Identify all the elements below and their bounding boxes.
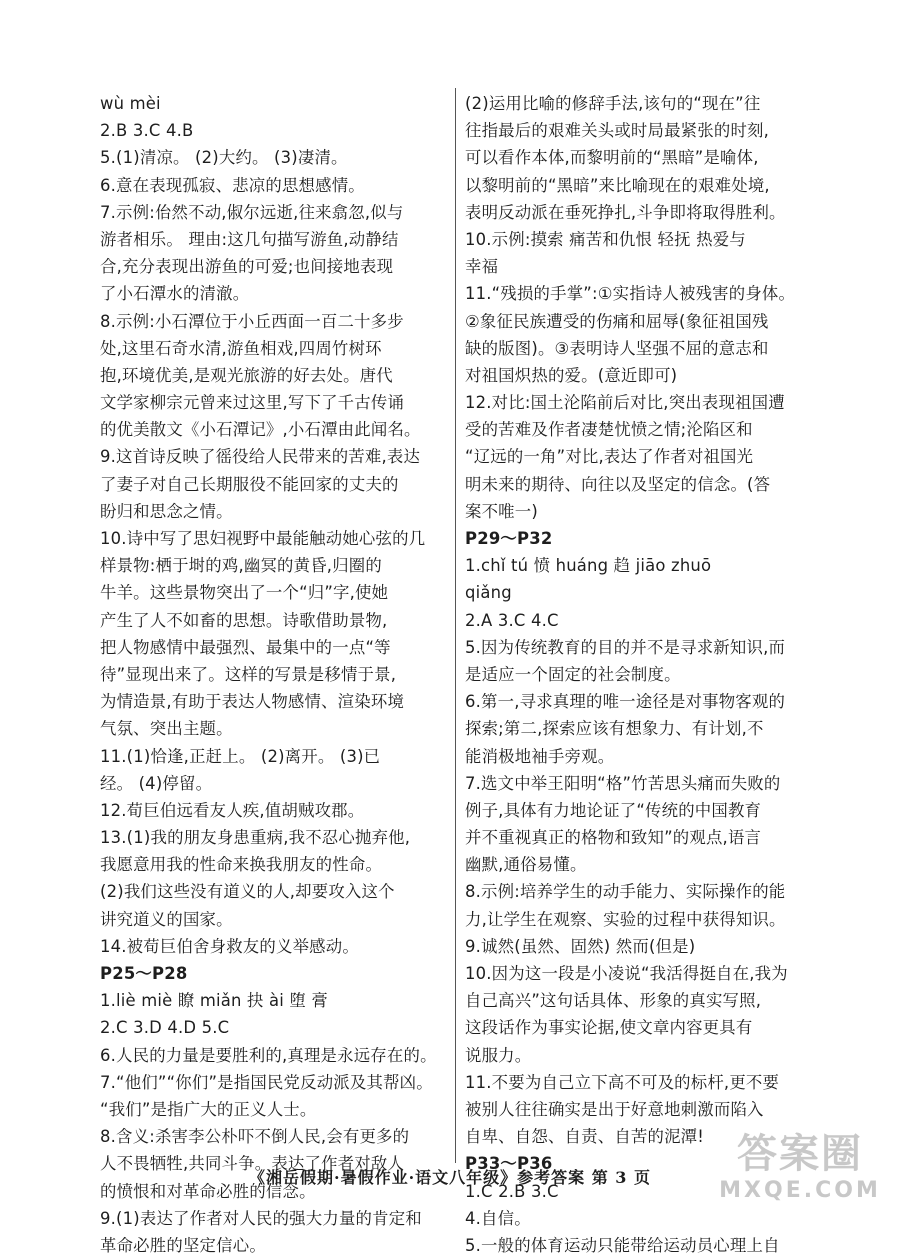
answer-line: 幸福 xyxy=(465,257,499,277)
answer-line: 案不唯一) xyxy=(465,501,538,521)
answer-line: 是适应一个固定的社会制度。 xyxy=(465,664,681,684)
answer-line: 7.选文中举王阳明“格”竹苦思头痛而失败的 xyxy=(465,773,781,793)
answer-line: 11.不要为自己立下高不可及的标杆,更不要 xyxy=(465,1072,780,1092)
answer-line: 5.(1)清凉。 (2)大约。 (3)凄清。 xyxy=(100,148,348,168)
answer-line: 对祖国炽热的爱。(意近即可) xyxy=(465,365,678,385)
answer-line: ②象征民族遭受的伤痛和屈辱(象征祖国残 xyxy=(465,311,769,331)
answer-line: 7.“他们”“你们”是指国民党反动派及其帮凶。 xyxy=(100,1072,433,1092)
answer-line: 例子,具体有力地论证了“传统的中国教育 xyxy=(465,800,762,820)
answer-line: 产生了人不如畜的思想。诗歌借助景物, xyxy=(100,610,388,630)
answer-line: 6.人民的力量是要胜利的,真理是永远存在的。 xyxy=(100,1045,437,1065)
answer-line: 自己高兴”这句话具体、形象的真实写照, xyxy=(465,991,762,1011)
answer-line: qiǎng xyxy=(465,583,512,603)
answer-line: 11.(1)恰逢,正赶上。 (2)离开。 (3)已 xyxy=(100,746,381,766)
answer-line: 力,让学生在观察、实验的过程中获得知识。 xyxy=(465,909,786,929)
answer-line: 6.第一,寻求真理的唯一途径是对事物客观的 xyxy=(465,692,786,712)
answer-line: 8.示例:培养学生的动手能力、实际操作的能 xyxy=(465,882,786,902)
answer-line: 1.liè miè 瞭 miǎn 抉 ài 堕 膏 xyxy=(100,991,329,1011)
page-footer: 《湘岳假期·暑假作业·语文八年级》参考答案 第 3 页 xyxy=(249,1168,651,1187)
answer-line: 说服力。 xyxy=(465,1045,532,1065)
answer-line: 1.chǐ tú 愤 huáng 趋 jiāo zhuō xyxy=(465,556,712,576)
answer-line: 并不重视真正的格物和致知”的观点,语言 xyxy=(465,828,762,848)
answer-line: 13.(1)我的朋友身患重病,我不忍心抛弃他, xyxy=(100,828,411,848)
answer-line: 明未来的期待、向往以及坚定的信念。(答 xyxy=(465,474,771,494)
answer-line: wù mèi xyxy=(100,94,161,113)
right-column xyxy=(465,90,815,1259)
answer-line: “辽远的一角”对比,表达了作者对祖国光 xyxy=(465,447,754,467)
answer-line: 为情造景,有助于表达人物感情、渲染环境 xyxy=(100,692,405,712)
answer-line: 11.“残损的手掌”:①实指诗人被残害的身体。 xyxy=(465,284,796,304)
answer-line: 5.因为传统教育的目的并不是寻求新知识,而 xyxy=(465,637,786,657)
column-divider xyxy=(455,88,456,1163)
answer-line: 的愤恨和对革命必胜的信念。 xyxy=(100,1181,316,1201)
answer-line: 抱,环境优美,是观光旅游的好去处。唐代 xyxy=(100,365,393,385)
answer-line: 了小石潭水的清澈。 xyxy=(100,284,250,304)
answer-line: 受的苦难及作者凄楚忧愤之情;沦陷区和 xyxy=(465,420,753,440)
answer-line: 的优美散文《小石潭记》,小石潭由此闻名。 xyxy=(100,420,421,440)
answer-line: 4.自信。 xyxy=(465,1208,531,1228)
answer-line: 把人物感情中最强烈、最集中的一点“等 xyxy=(100,637,391,657)
answer-line: 12.对比:国土沦陷前后对比,突出表现祖国遭 xyxy=(465,393,785,413)
answer-line: 8.含义:杀害李公朴吓不倒人民,会有更多的 xyxy=(100,1127,410,1147)
answer-line: 12.荀巨伯远看友人疾,值胡贼攻郡。 xyxy=(100,800,365,820)
answer-line: 2.A 3.C 4.C xyxy=(465,610,559,630)
answer-line: 9.这首诗反映了徭役给人民带来的苦难,表达 xyxy=(100,447,421,467)
answer-line: 讲究道义的国家。 xyxy=(100,909,233,929)
answer-line: (2)运用比喻的修辞手法,该句的“现在”往 xyxy=(465,94,761,113)
answer-line: 可以看作本体,而黎明前的“黑暗”是喻体, xyxy=(465,148,759,168)
site-watermark xyxy=(700,1130,900,1220)
answer-line: 9.(1)表达了作者对人民的强大力量的肯定和 xyxy=(100,1208,422,1228)
answer-line: 10.示例:摸索 痛苦和仇恨 轻抚 热爱与 xyxy=(465,229,746,249)
answer-line: 缺的版图)。③表明诗人坚强不屈的意志和 xyxy=(465,338,769,358)
section-heading: P33～P36 xyxy=(465,1154,553,1174)
answer-line: 能消极地袖手旁观。 xyxy=(465,746,615,766)
answer-line: 我愿意用我的性命来换我朋友的性命。 xyxy=(100,855,383,875)
answer-line: 这段话作为事实论据,使文章内容更具有 xyxy=(465,1018,753,1038)
answer-line: 5.一般的体育运动只能带给运动员心理上自 xyxy=(465,1235,780,1255)
answer-line: 了妻子对自己长期服役不能回家的丈夫的 xyxy=(100,474,399,494)
answer-line: 往指最后的艰难关头或时局最紧张的时刻, xyxy=(465,121,770,141)
answer-line: 革命必胜的坚定信心。 xyxy=(100,1235,266,1255)
answer-line: 探索;第二,探索应该有想象力、有计划,不 xyxy=(465,719,764,739)
answer-line: “我们”是指广大的正义人士。 xyxy=(100,1099,317,1119)
watermark-logo-text: 答案圈 xyxy=(737,1131,863,1177)
answer-line: 14.被荀巨伯舍身救友的义举感动。 xyxy=(100,936,359,956)
answer-line: 6.意在表现孤寂、悲凉的思想感情。 xyxy=(100,175,365,195)
answer-line: 10.因为这一段是小凌说“我活得挺自在,我为 xyxy=(465,964,788,983)
answer-line: 以黎明前的“黑暗”来比喻现在的艰难处境, xyxy=(465,175,770,195)
answer-line: 牛羊。这些景物突出了一个“归”字,使她 xyxy=(100,583,389,603)
answer-line: 2.C 3.D 4.D 5.C xyxy=(100,1018,230,1038)
answer-line: 待”显现出来了。这样的写景是移情于景, xyxy=(100,664,397,684)
answer-line: 人不畏牺牲,共同斗争。表达了作者对敌人 xyxy=(100,1154,405,1174)
answer-line: 8.示例:小石潭位于小丘西面一百二十多步 xyxy=(100,311,404,331)
answer-line: 表明反动派在垂死挣扎,斗争即将取得胜利。 xyxy=(465,202,786,222)
answer-line: 合,充分表现出游鱼的可爱;也间接地表现 xyxy=(100,257,394,277)
answer-line: 2.B 3.C 4.B xyxy=(100,121,194,141)
section-heading: P29～P32 xyxy=(465,529,553,548)
answer-line: 气氛、突出主题。 xyxy=(100,719,233,739)
answer-line: 游者相乐。 理由:这几句描写游鱼,动静结 xyxy=(100,229,399,249)
answer-line: 幽默,通俗易懂。 xyxy=(465,855,587,875)
answer-line: 处,这里石奇水清,游鱼相戏,四周竹树环 xyxy=(100,338,382,358)
left-column xyxy=(100,90,450,1259)
answer-line: 样景物:栖于埘的鸡,幽冥的黄昏,归圈的 xyxy=(100,556,382,576)
answer-line: 盼归和思念之情。 xyxy=(100,501,233,521)
answer-line: 被别人往往确实是出于好意地刺激而陷入 xyxy=(465,1099,764,1119)
watermark-domain: MXQE.COM xyxy=(719,1178,881,1203)
answer-line: 9.诚然(虽然、固然) 然而(但是) xyxy=(465,936,696,956)
section-heading: P25～P28 xyxy=(100,964,188,983)
answer-line: 10.诗中写了思妇视野中最能触动她心弦的几 xyxy=(100,529,426,548)
answer-line: 文学家柳宗元曾来过这里,写下了千古传诵 xyxy=(100,393,405,413)
answer-line: (2)我们这些没有道义的人,却要攻入这个 xyxy=(100,882,395,902)
answer-line: 经。 (4)停留。 xyxy=(100,773,213,793)
answer-line: 7.示例:佁然不动,俶尔远逝,往来翕忽,似与 xyxy=(100,202,404,222)
answer-line: 自卑、自怨、自责、自苦的泥潭! xyxy=(465,1127,705,1147)
answer-line: 1.C 2.B 3.C xyxy=(465,1181,559,1201)
